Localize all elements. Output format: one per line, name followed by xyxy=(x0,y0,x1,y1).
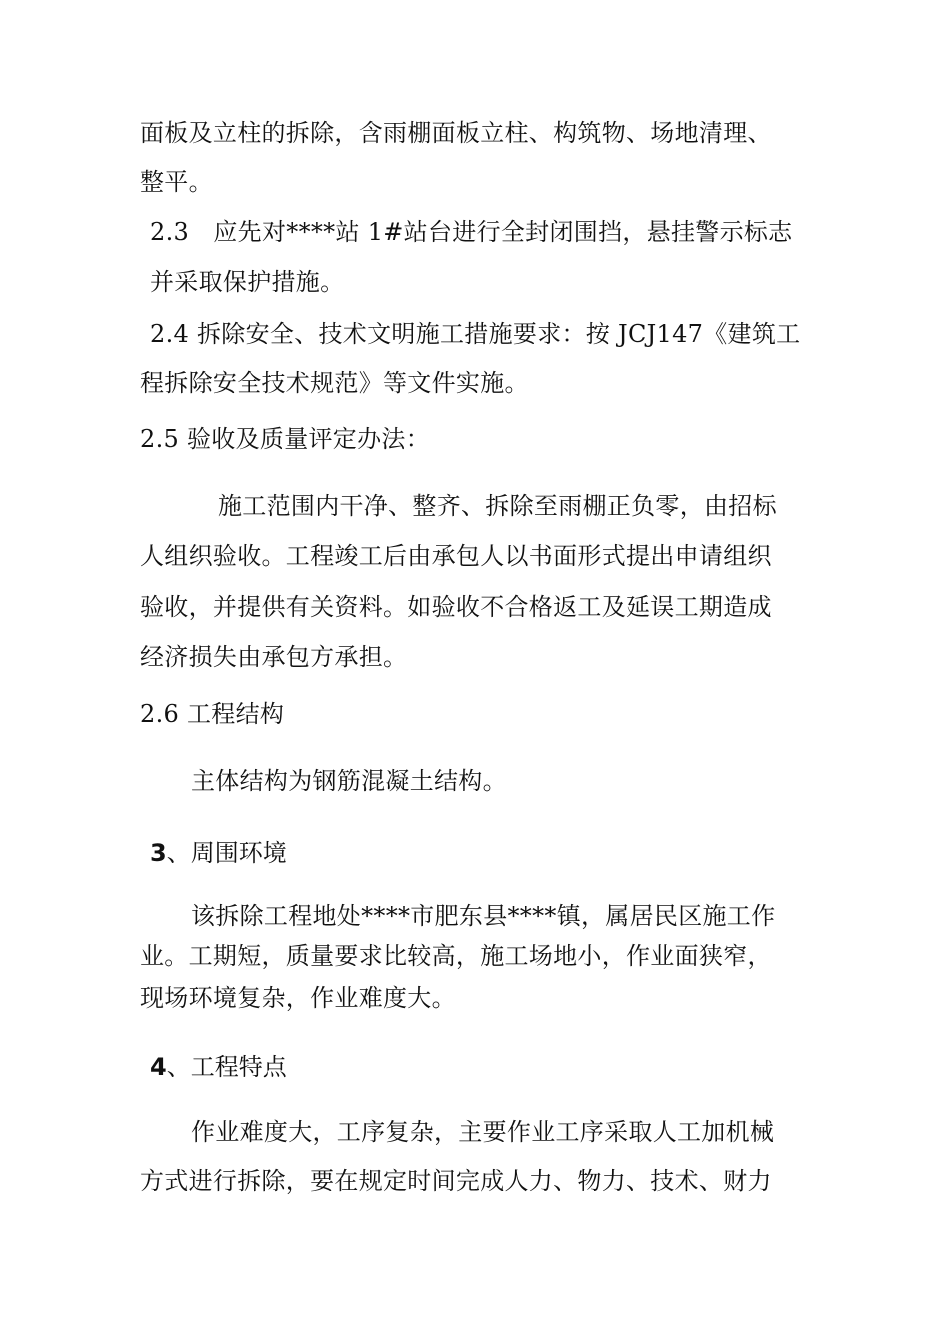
paragraph-line: 作业难度大，工序复杂，主要作业工序采取人工加机械 xyxy=(191,1118,775,1146)
section-4-heading xyxy=(150,1052,287,1082)
paragraph-line: 经济损失由承包方承担。 xyxy=(140,643,408,671)
paragraph-line: 业。工期短，质量要求比较高，施工场地小，作业面狭窄， xyxy=(140,942,772,970)
section-2-4-line: 2.4 拆除安全、技术文明施工措施要求：按 JCJ147《建筑工 xyxy=(150,320,801,348)
heading-number: 3 xyxy=(150,839,167,867)
section-3-heading xyxy=(150,838,287,868)
section-2-3-line: 2.3 应先对****站 1#站台进行全封闭围挡，悬挂警示标志 xyxy=(150,218,793,246)
section-2-6-heading: 2.6 工程结构 xyxy=(140,700,285,728)
heading-number: 4 xyxy=(150,1053,167,1081)
paragraph-line: 并采取保护措施。 xyxy=(150,268,345,296)
paragraph-line: 验收，并提供有关资料。如验收不合格返工及延误工期造成 xyxy=(140,593,772,621)
paragraph-line: 施工范围内干净、整齐、拆除至雨棚正负零，由招标 xyxy=(218,492,777,520)
paragraph-line: 该拆除工程地处****市肥东县****镇，属居民区施工作 xyxy=(191,902,776,930)
heading-text: 、工程特点 xyxy=(166,1053,287,1081)
heading-text: 、周围环境 xyxy=(166,839,287,867)
paragraph-line: 程拆除安全技术规范》等文件实施。 xyxy=(140,369,529,397)
paragraph-line: 人组织验收。工程竣工后由承包人以书面形式提出申请组织 xyxy=(140,542,772,570)
paragraph-line: 面板及立柱的拆除，含雨棚面板立柱、构筑物、场地清理、 xyxy=(140,119,772,147)
section-2-5-heading: 2.5 验收及质量评定办法： xyxy=(140,425,430,453)
paragraph-line: 整平。 xyxy=(140,168,213,196)
paragraph-line: 方式进行拆除，要在规定时间完成人力、物力、技术、财力 xyxy=(140,1167,772,1195)
paragraph-line: 现场环境复杂，作业难度大。 xyxy=(140,984,456,1012)
paragraph-line: 主体结构为钢筋混凝土结构。 xyxy=(191,767,507,795)
